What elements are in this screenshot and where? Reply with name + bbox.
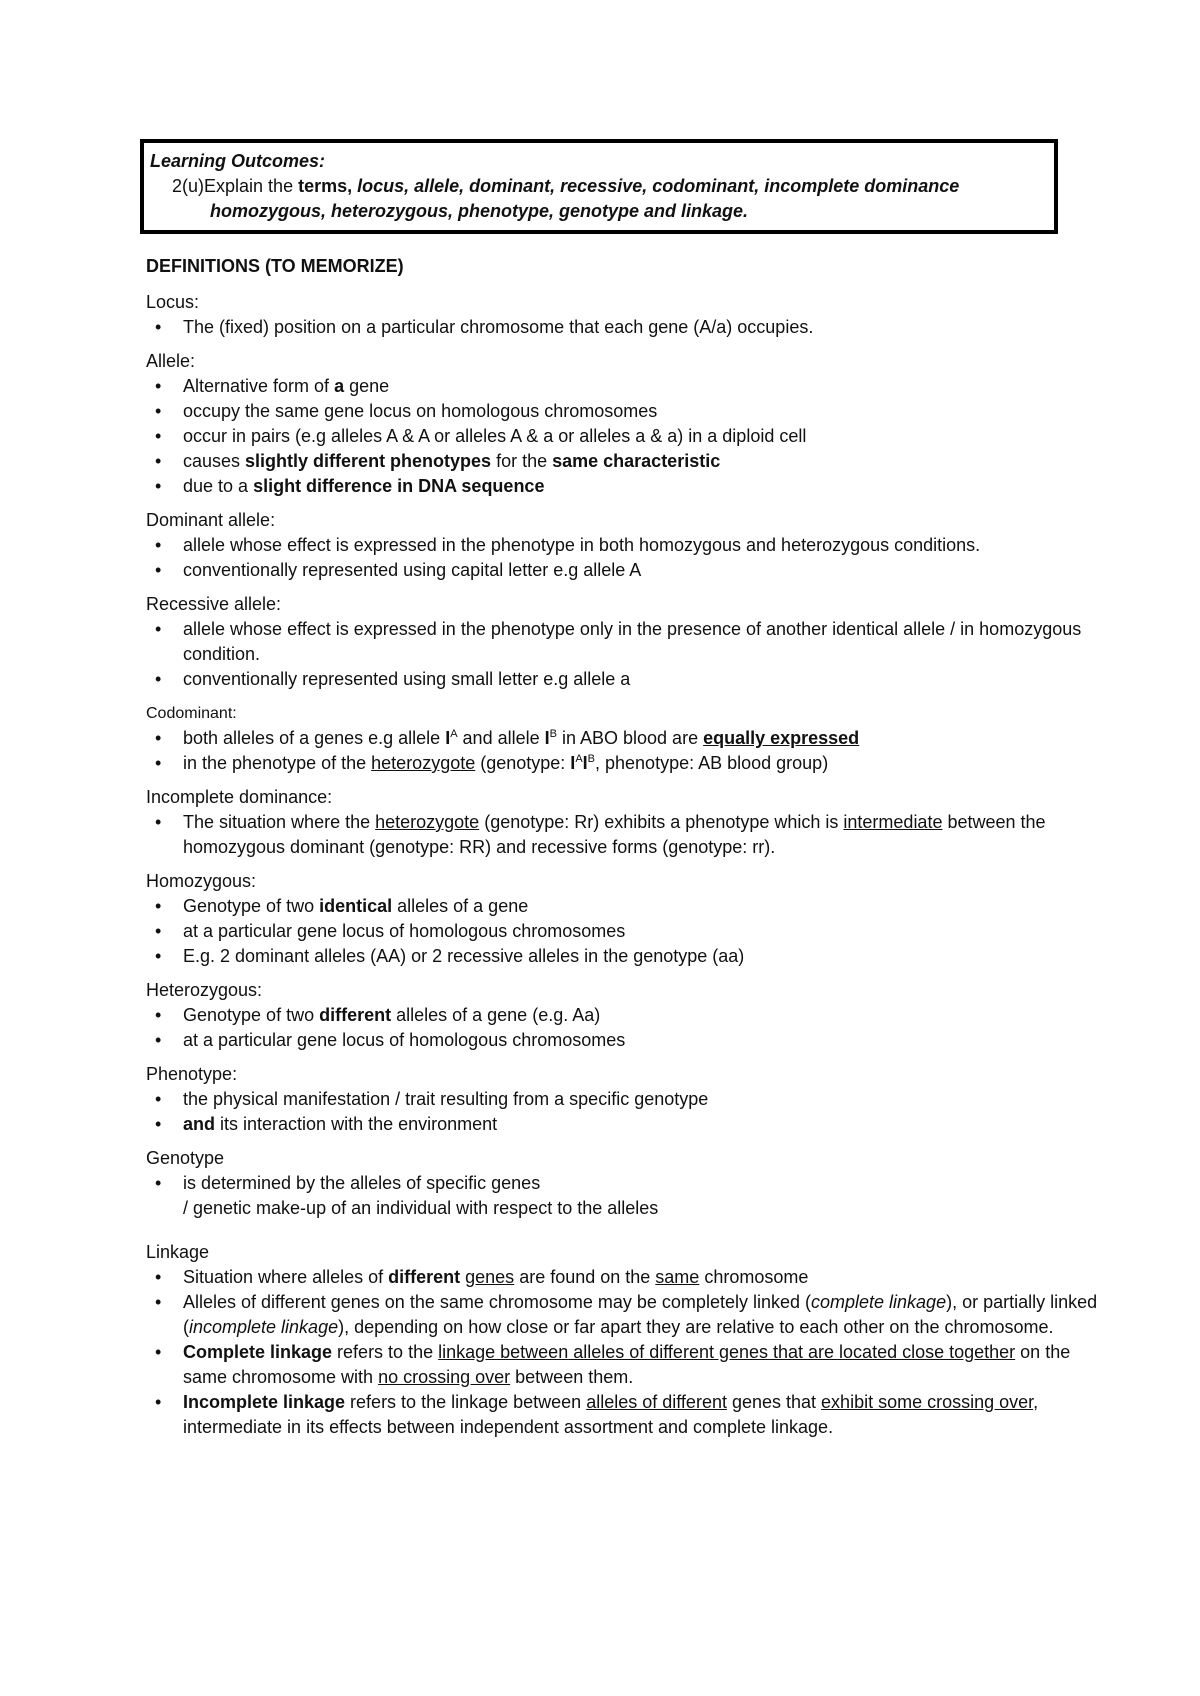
section-title: Recessive allele: (146, 594, 282, 614)
list-item: • Situation where alleles of different genes are found on the same chromosome (146, 1265, 1146, 1290)
section-title: Linkage (146, 1242, 210, 1262)
section-locus (146, 290, 1146, 340)
section-title: Heterozygous: (146, 980, 263, 1000)
section-title: Codominant: (146, 705, 237, 722)
list-item: • Complete linkage refers to the linkage between alleles of different genes that are located close together on the same chromosome with no crossing over between them. (146, 1340, 1083, 1390)
list-item: • the physical manifestation / trait resulting from a specific genotype (146, 1087, 1146, 1112)
list-item: • The (fixed) position on a particular chromosome that each gene (A/a) occupies. (146, 315, 1146, 340)
list-item: • at a particular gene locus of homologous chromosomes (146, 919, 1146, 944)
outcome-number: 2(u) (172, 176, 205, 196)
list-item: • The situation where the heterozygote (genotype: Rr) exhibits a phenotype which is intermediate between the homozygous dominant (genotype: RR) and recessive forms (genotype: rr). (146, 810, 1083, 860)
section-phenotype (146, 1062, 1146, 1137)
list-item: • and its interaction with the environment (146, 1112, 1146, 1137)
list-item: • due to a slight difference in DNA sequence (146, 474, 1146, 499)
list-item-continuation: / genetic make-up of an individual with respect to the alleles (183, 1198, 659, 1218)
section-homozygous (146, 869, 1146, 969)
list-item: • conventionally represented using small letter e.g allele a (146, 667, 1146, 692)
section-linkage (146, 1240, 1146, 1440)
section-title: Dominant allele: (146, 510, 276, 530)
section-title: Phenotype: (146, 1064, 238, 1084)
section-heterozygous (146, 978, 1146, 1053)
outcome-terms-word: terms, (298, 176, 358, 196)
section-genotype (146, 1146, 1146, 1221)
list-item: • allele whose effect is expressed in the phenotype in both homozygous and heterozygous conditions. (146, 533, 1146, 558)
list-item: • E.g. 2 dominant alleles (AA) or 2 recessive alleles in the genotype (aa) (146, 944, 1146, 969)
list-item: • both alleles of a genes e.g allele $I^A$ and allele $I^B$ in ABO blood are equally expressed (146, 726, 1146, 751)
list-item: • Alternative form of a gene (146, 374, 1146, 399)
list-item: • Genotype of two identical alleles of a gene (146, 894, 1146, 919)
learning-outcome-line-2: homozygous, heterozygous, phenotype, genotype and linkage. (210, 201, 749, 221)
list-item: • occupy the same gene locus on homologous chromosomes (146, 399, 1146, 424)
section-title: Genotype (146, 1148, 225, 1168)
list-item: • in the phenotype of the heterozygote (genotype: $I^AI^B$, phenotype: AB blood group) (146, 751, 1146, 776)
definitions-content (146, 290, 1146, 1449)
section-dominant (146, 508, 1146, 583)
learning-outcome-line-1 (150, 174, 1048, 199)
section-title: Homozygous: (146, 871, 257, 891)
list-item: • Genotype of two different alleles of a gene (e.g. Aa) (146, 1003, 1146, 1028)
list-item: • at a particular gene locus of homologous chromosomes (146, 1028, 1146, 1053)
section-title: Incomplete dominance: (146, 787, 333, 807)
list-item: • conventionally represented using capital letter e.g allele A (146, 558, 1146, 583)
outcome-lead: Explain the (204, 176, 299, 196)
section-title: Locus: (146, 292, 200, 312)
outcome-terms-line1: locus, allele, dominant, recessive, codominant, incomplete dominance (357, 176, 960, 196)
list-item: • causes slightly different phenotypes for the same characteristic (146, 449, 1146, 474)
learning-outcomes-title: Learning Outcomes: (150, 151, 326, 171)
list-item: • Incomplete linkage refers to the linkage between alleles of different genes that exhibit some crossing over, intermediate in its effects between independent assortment and complete linkage. (146, 1390, 1083, 1440)
page-heading: DEFINITIONS (TO MEMORIZE) (146, 256, 404, 276)
section-title: Allele: (146, 351, 196, 371)
learning-outcomes-box (140, 139, 1058, 234)
section-allele (146, 349, 1146, 499)
section-recessive (146, 592, 1146, 692)
list-item: • is determined by the alleles of specific genes (146, 1171, 1146, 1196)
section-codominant (146, 701, 1146, 776)
section-incomplete-dominance (146, 785, 1146, 860)
list-item: • Alleles of different genes on the same chromosome may be completely linked (complete linkage), or partially linked (incomplete linkage), depending on how close or far apart they are relative to each other on the chromosome. (146, 1290, 1103, 1340)
list-item: • occur in pairs (e.g alleles A & A or alleles A & a or alleles a & a) in a diploid cell (146, 424, 1146, 449)
list-item: • allele whose effect is expressed in the phenotype only in the presence of another identical allele / in homozygous condition. (146, 617, 1083, 667)
